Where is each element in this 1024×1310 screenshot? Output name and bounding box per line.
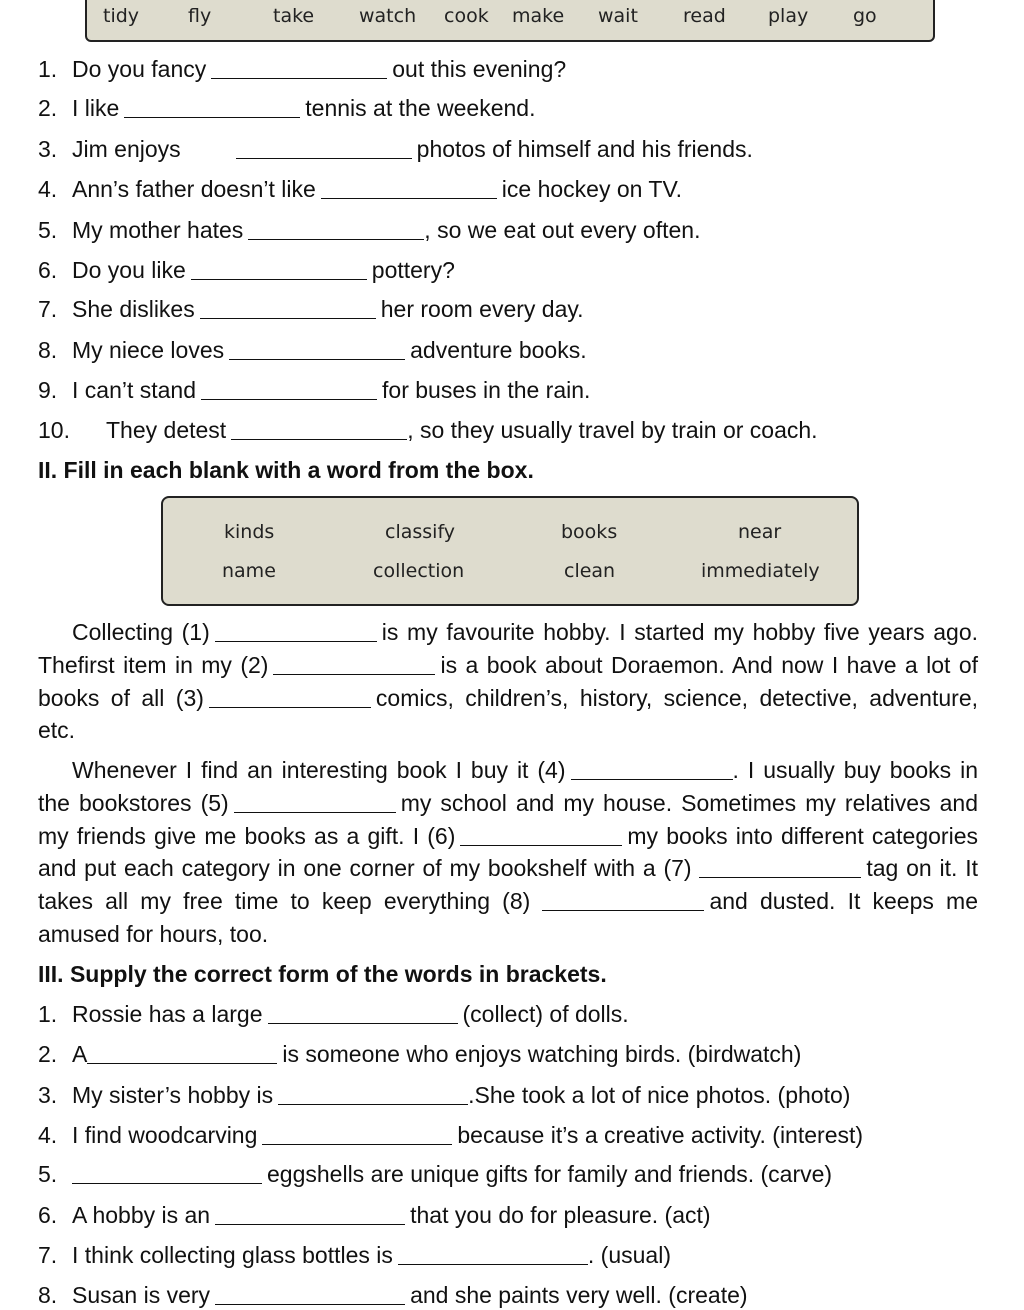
s1-item-8: 8. My niece loves adventure books. <box>38 337 587 363</box>
s1-item-7: 7. She dislikes her room every day. <box>38 296 584 322</box>
s1-item-5: 5. My mother hates , so we eat out every often. <box>38 217 701 243</box>
answer-blank[interactable] <box>278 1084 468 1105</box>
passage-blank-4[interactable] <box>571 759 733 780</box>
word-make: make <box>512 5 565 27</box>
passage-paragraph-1: Collecting (1) is my favourite hobby. I started my hobby five years ago. Thefirst item in my (2) is a book about Doraemon. And now I have a lot of books of all (3) comics, children’s, history, science, detective, adventure, etc. <box>38 619 978 744</box>
section-2-word-box <box>161 496 859 606</box>
answer-blank[interactable] <box>200 298 376 319</box>
s1-item-4: 4. Ann’s father doesn’t like ice hockey on TV. <box>38 176 683 202</box>
word-kinds: kinds <box>224 521 275 543</box>
answer-blank[interactable] <box>215 1204 405 1225</box>
passage-paragraph-2: Whenever I find an interesting book I buy it (4) . I usually buy books in the bookstores (5) my school and my house. Sometimes my relatives and my friends give me books as a gift. I (6) my books into different categories and put each category in one corner of my bookshelf with a (7) tag on it. It takes all my free time to keep everything (8) and dusted. It keeps me amused for hours, too. <box>38 757 979 947</box>
s3-item-7: 7. I think collecting glass bottles is . (usual) <box>38 1242 671 1268</box>
passage-blank-8[interactable] <box>542 890 704 911</box>
answer-blank[interactable] <box>229 339 405 360</box>
word-read: read <box>683 5 726 27</box>
answer-blank[interactable] <box>231 419 407 440</box>
s1-item-1: 1. Do you fancy out this evening? <box>38 56 567 82</box>
s1-item-2: 2. I like tennis at the weekend. <box>38 95 536 121</box>
word-watch: watch <box>359 5 417 27</box>
s3-item-5: 5. eggshells are unique gifts for family and friends. (carve) <box>38 1161 833 1187</box>
answer-blank[interactable] <box>262 1124 452 1145</box>
section-3-title: III. Supply the correct form of the words in brackets. <box>38 961 607 987</box>
s1-item-10: 10. They detest , so they usually travel by train or coach. <box>38 417 818 443</box>
answer-blank[interactable] <box>215 1284 405 1305</box>
answer-blank[interactable] <box>87 1043 277 1064</box>
answer-blank[interactable] <box>398 1244 588 1265</box>
answer-blank[interactable] <box>268 1003 458 1024</box>
answer-blank[interactable] <box>321 178 497 199</box>
top-word-box <box>85 0 935 42</box>
answer-blank[interactable] <box>201 379 377 400</box>
section-2-title: II. Fill in each blank with a word from the box. <box>38 457 534 483</box>
passage-blank-7[interactable] <box>699 857 861 878</box>
word-clean: clean <box>564 560 616 582</box>
word-tidy: tidy <box>103 5 140 27</box>
answer-blank[interactable] <box>211 58 387 79</box>
word-fly: fly <box>188 5 212 27</box>
word-collection: collection <box>373 560 465 582</box>
word-immediately: immediately <box>701 560 820 582</box>
passage-blank-5[interactable] <box>234 792 396 813</box>
word-play: play <box>768 5 809 27</box>
s3-item-8: 8. Susan is very and she paints very well. (create) <box>38 1282 748 1308</box>
word-wait: wait <box>598 5 638 27</box>
word-cook: cook <box>444 5 489 27</box>
word-take: take <box>273 5 315 27</box>
answer-blank[interactable] <box>124 97 300 118</box>
s3-item-2: 2. A is someone who enjoys watching birds. (birdwatch) <box>38 1041 802 1067</box>
s1-item-9: 9. I can’t stand for buses in the rain. <box>38 377 591 403</box>
passage-blank-2[interactable] <box>273 654 435 675</box>
s3-item-4: 4. I find woodcarving because it’s a creative activity. (interest) <box>38 1122 864 1148</box>
passage-blank-3[interactable] <box>209 687 371 708</box>
answer-blank[interactable] <box>72 1163 262 1184</box>
answer-blank[interactable] <box>191 259 367 280</box>
s3-item-3: 3. My sister’s hobby is .She took a lot of nice photos. (photo) <box>38 1082 851 1108</box>
s1-item-3: 3. Jim enjoys photos of himself and his friends. <box>38 136 753 162</box>
passage-blank-1[interactable] <box>215 621 377 642</box>
s3-item-6: 6. A hobby is an that you do for pleasure. (act) <box>38 1202 711 1228</box>
word-near: near <box>738 521 782 543</box>
passage-blank-6[interactable] <box>460 825 622 846</box>
word-go: go <box>853 5 877 27</box>
word-books: books <box>561 521 618 543</box>
word-name: name <box>222 560 276 582</box>
s1-item-6: 6. Do you like pottery? <box>38 257 455 283</box>
word-classify: classify <box>385 521 456 543</box>
answer-blank[interactable] <box>236 138 412 159</box>
s3-item-1: 1. Rossie has a large (collect) of dolls. <box>38 1001 629 1027</box>
answer-blank[interactable] <box>248 219 424 240</box>
